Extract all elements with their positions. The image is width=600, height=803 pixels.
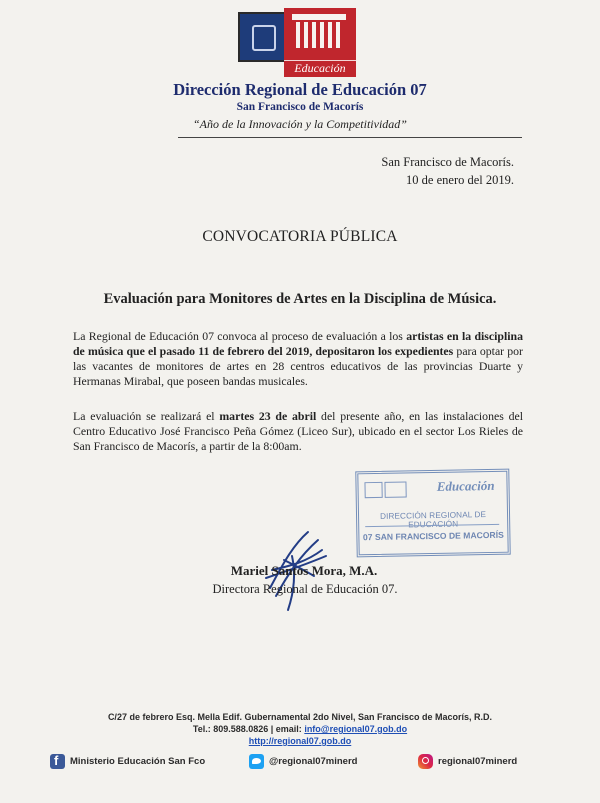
footer-email-link[interactable]: info@regional07.gob.do xyxy=(304,724,408,734)
header-divider xyxy=(178,137,522,138)
instagram-handle: regional07minerd xyxy=(438,755,518,767)
twitter-icon xyxy=(249,754,264,769)
stamp-brand: Educación xyxy=(436,477,495,494)
logo-text: Educación xyxy=(294,61,346,75)
logo-building xyxy=(284,8,356,60)
emphasis-text: artistas en la disciplina de música que el pasado 11 de febrero del 2019, depositaron los expedientes xyxy=(73,329,523,358)
signatory-name: Mariel Santos Mora, M.A. xyxy=(230,563,378,578)
twitter-handle: @regional07minerd xyxy=(269,755,358,767)
footer-website-link[interactable]: http://regional07.gob.do xyxy=(248,736,352,746)
facebook-icon xyxy=(50,754,65,769)
signatory-role: Directora Regional de Educación 07. xyxy=(212,582,398,596)
footer-tel: Tel.: 809.588.0826 | email: xyxy=(192,724,305,734)
header-subtitle: San Francisco de Macorís xyxy=(236,101,364,113)
official-stamp xyxy=(355,469,510,558)
body-paragraph-1: La Regional de Educación 07 convoca al proceso de evaluación a los artistas en la disciplina de música que el pasado 11 de febrero del 2019, depositaron los expedientes para optar por las vacantes de monitores de artes en 28 centros educativos de las provincias Duarte y Hermanas Mirabal, que poseen bandas musicales. xyxy=(73,329,523,388)
body-paragraph-2: La evaluación se realizará el martes 23 de abril del presente año, en las instalaciones del Centro Educativo José Francisco Peña Gómez (Liceo Sur), ubicado en el sector Los Rieles de San Francisco de Macorís, a partir de la 8:00am. xyxy=(73,409,523,453)
social-instagram[interactable] xyxy=(418,751,517,771)
header-title: Dirección Regional de Educación 07 xyxy=(173,80,427,99)
date-value: 10 de enero del 2019. xyxy=(406,173,514,187)
facebook-handle: Ministerio Educación San Fco xyxy=(70,755,206,767)
footer-address: C/27 de febrero Esq. Mella Edif. Gubernamental 2do Nivel, San Francisco de Macorís, R.D. xyxy=(107,712,493,722)
emphasis-date: martes 23 de abril xyxy=(219,409,317,423)
stamp-line-1: DIRECCIÓN REGIONAL DE xyxy=(379,510,487,521)
header-motto: “Año de la Innovación y la Competitividad” xyxy=(193,117,407,131)
social-facebook[interactable] xyxy=(50,751,205,771)
stamp-line-2: 07 SAN FRANCISCO DE MACORÍS xyxy=(362,529,504,543)
education-logo xyxy=(238,8,360,78)
social-twitter[interactable] xyxy=(249,751,357,771)
date-block xyxy=(381,153,514,189)
date-place: San Francisco de Macorís. xyxy=(381,155,514,169)
instagram-icon xyxy=(418,754,433,769)
footer-contact xyxy=(0,711,600,747)
document-subject: Evaluación para Monitores de Artes en la Disciplina de Música. xyxy=(103,291,497,307)
logo-emblem xyxy=(238,12,288,62)
document-heading: CONVOCATORIA PÚBLICA xyxy=(202,228,398,245)
